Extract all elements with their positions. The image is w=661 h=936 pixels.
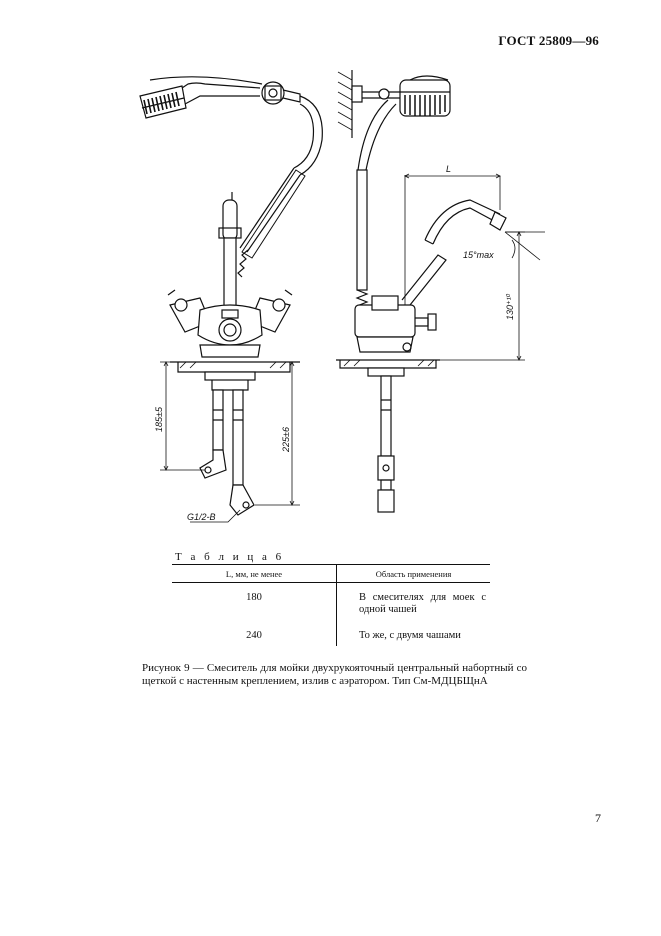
dim-L: L <box>446 164 452 174</box>
table-header-L: L, мм, не менее <box>172 565 337 583</box>
brush-head-left <box>140 77 262 118</box>
table-cell-area: То же, с двумя чашами <box>359 630 461 641</box>
table-caption: Т а б л и ц а 6 <box>175 551 285 563</box>
hose-left <box>238 96 322 277</box>
table-row <box>172 583 490 621</box>
wall-bracket-left <box>262 82 300 104</box>
page-header-standard: ГОСТ 25809—96 <box>498 33 599 48</box>
spout-pipe-left <box>219 192 241 308</box>
figure-caption: Рисунок 9 — Смеситель для мойки двухрукояточный центральный набортный со щеткой с настенным креплением, излив с аэратором. Тип См-МДЦБЩнА <box>142 662 527 687</box>
table-cell-area: В смесителях для моек с одной чашей <box>359 592 486 615</box>
dim-angle: 15°max <box>463 250 494 260</box>
wall-right <box>338 70 362 138</box>
table-cell-L: 180 <box>172 583 337 621</box>
hose-right <box>357 100 396 310</box>
deck-right <box>336 360 440 512</box>
dim-130: 130⁺¹⁰ <box>505 293 515 320</box>
thread-label: G1/2-B <box>187 512 216 522</box>
brush-head-right <box>362 76 450 116</box>
dim-225: 225±6 <box>281 427 291 452</box>
table-header-area: Область применения <box>337 565 491 583</box>
dim-185: 185±5 <box>154 407 164 432</box>
supply-pipes-left <box>200 390 254 515</box>
valve-body-right <box>355 296 436 352</box>
dim-lines-left <box>160 362 300 522</box>
table-row <box>172 620 490 646</box>
deck-left <box>170 362 300 390</box>
page-number: 7 <box>595 811 601 825</box>
table-6 <box>172 564 490 646</box>
table-cell-L: 240 <box>172 620 337 646</box>
